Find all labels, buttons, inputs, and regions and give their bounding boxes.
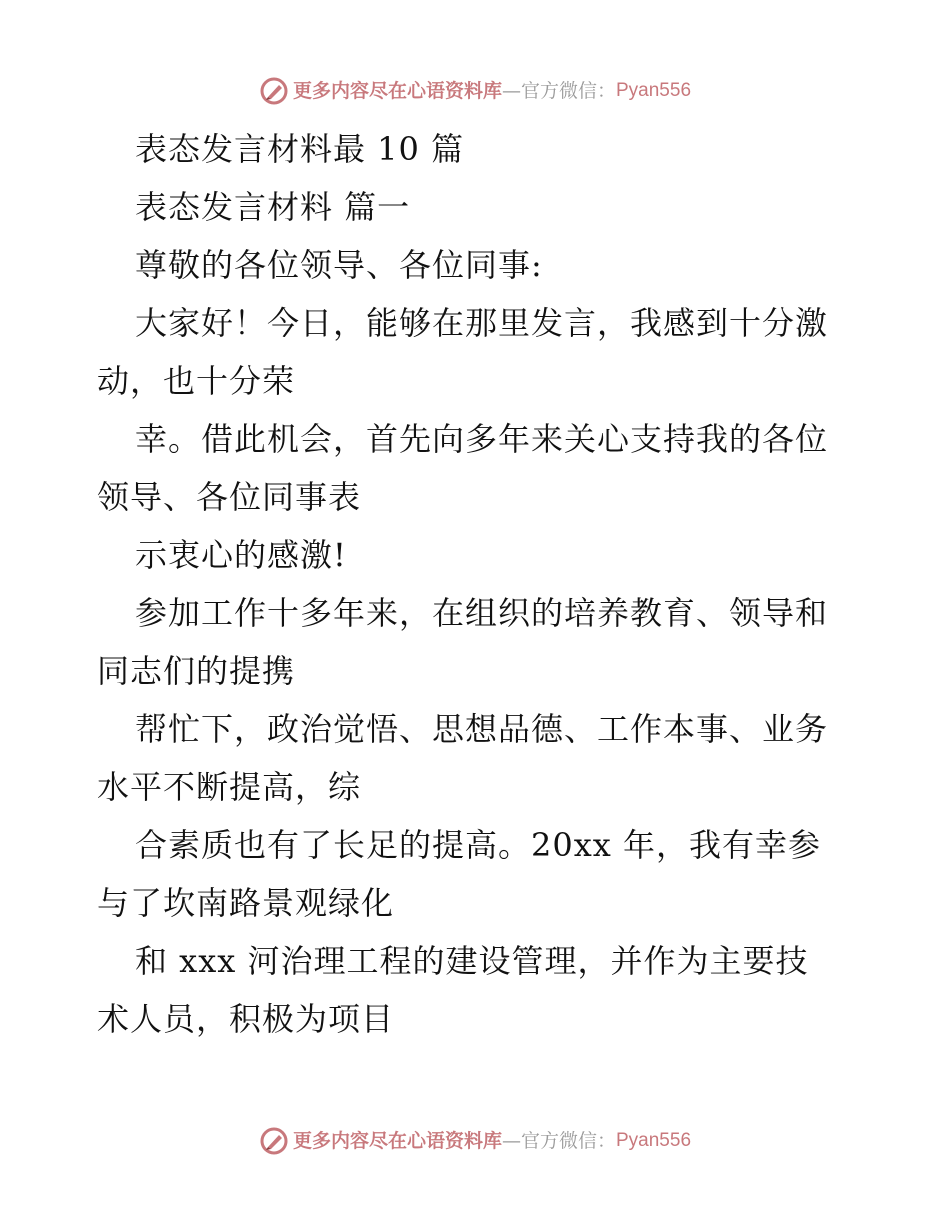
header-watermark [0, 75, 950, 105]
doc-line: 同志们的提携 [97, 652, 296, 690]
doc-line: 水平不断提高，综 [97, 768, 362, 806]
watermark-dash: — [501, 80, 521, 102]
doc-line: 动，也十分荣 [97, 362, 296, 400]
watermark-text: 更多内容尽在心语资料库 [292, 80, 502, 102]
footer-watermark [0, 1125, 950, 1155]
doc-line: 术人员，积极为项目 [97, 1000, 395, 1038]
watermark-dash: — [501, 1130, 521, 1152]
doc-line: 帮忙下，政治觉悟、思想品德、工作本事、业务 [135, 710, 829, 748]
watermark-id: Pyan556 [616, 80, 692, 101]
watermark-label: 官方微信： [520, 1130, 616, 1152]
doc-line: 幸。借此机会，首先向多年来关心支持我的各位 [135, 420, 829, 458]
doc-line: 和 xxx 河治理工程的建设管理，并作为主要技 [135, 942, 809, 980]
watermark-text: 更多内容尽在心语资料库 [292, 1130, 502, 1152]
doc-line: 领导、各位同事表 [97, 478, 362, 516]
doc-line: 参加工作十多年来，在组织的培养教育、领导和 [135, 594, 829, 632]
doc-title: 表态发言材料最 10 篇 [135, 130, 465, 168]
pen-logo-icon [259, 76, 289, 106]
doc-salutation: 尊敬的各位领导、各位同事: [135, 246, 543, 284]
pen-logo-icon [259, 1126, 289, 1156]
doc-line: 与了坎南路景观绿化 [97, 884, 395, 922]
doc-line: 合素质也有了长足的提高。20xx 年，我有幸参 [135, 826, 821, 864]
doc-line: 示衷心的感激! [135, 536, 347, 574]
watermark-label: 官方微信： [520, 80, 616, 102]
document-body [97, 120, 857, 1048]
doc-line: 大家好！今日，能够在那里发言，我感到十分激 [135, 304, 829, 342]
doc-subtitle: 表态发言材料 篇一 [135, 188, 411, 226]
watermark-id: Pyan556 [616, 1130, 692, 1151]
